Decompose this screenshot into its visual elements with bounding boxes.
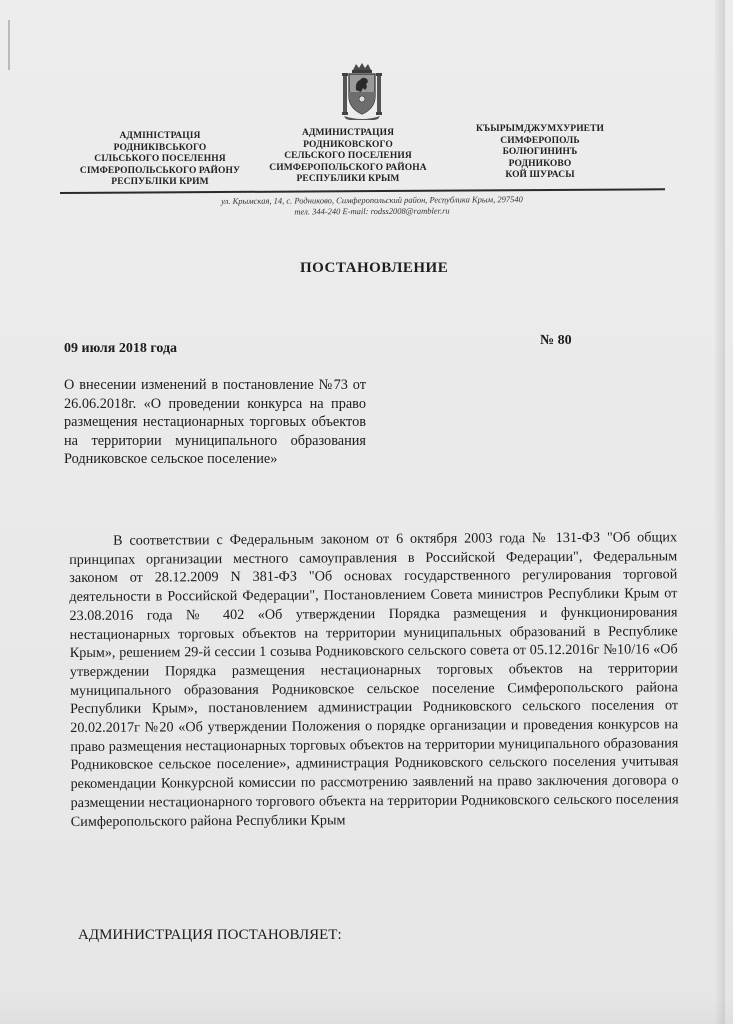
scan-shadow bbox=[0, 994, 733, 1024]
header-line: РОДНИКОВО bbox=[508, 158, 572, 169]
header-line: БОЛЮГИНИНЪ bbox=[502, 147, 578, 157]
contact-line: тел. 344-240 E-mail: rodss2008@rambler.ru bbox=[294, 205, 450, 217]
header-line: СІМФЕРОПОЛЬСЬКОГО РАЙОНУ bbox=[79, 165, 241, 176]
header-line: СІЛЬСЬКОГО ПОСЕЛЕННЯ bbox=[94, 154, 226, 164]
address-block bbox=[182, 194, 562, 218]
header-line: РОДНИКІВСЬКОГО bbox=[113, 142, 207, 153]
header-crimean-tatar-block bbox=[460, 124, 620, 182]
header-line: АДМІНІСТРАЦІЯ bbox=[119, 131, 201, 141]
document-body: В соответствии с Федеральным законом от 6 октября 2003 года № 131-ФЗ "Об общих принципах организации местного самоуправления в Российской Федерации", Федеральным законом от 28.12.2009 N 381-ФЗ "Об основах государственного регулирования торговой деятельности в Российской Федерации", Постановлением Совета министров Республики Крым от 23.08.2016 года № 402 «Об утверждении Порядка размещения и функционирования нестационарных торговых объектов на территории муниципальных образований в Республике Крым», решением 29-й сессии 1 созыва Родниковского сельского совета от 05.12.2016г №10/16 «Об утверждении Порядка размещения нестационарных торговых объектов на территории муниципального образования Родниковское сельское поселение Симферопольского района Республики Крым», постановлением администрации Родниковского сельского поселения от 20.02.2017г №20 «Об утверждении Положения о порядке организации и проведения конкурсов на право размещения нестационарных торговых объектов на территории муниципального образования Родниковское сельское поселение», администрация Родниковского сельского поселения учитывая рекомендации Конкурсной комиссии по рассмотрению заявлений на право заключения договора о размещении нестационарного торгового объекта на территории Родниковского сельского поселения Симферопольского района Республики Крым bbox=[69, 529, 679, 830]
crimea-coat-of-arms-icon bbox=[340, 62, 384, 120]
header-ukrainian-block bbox=[60, 131, 260, 189]
address-line: ул. Крымская, 14, с. Родниково, Симферопольский район, Республика Крым, 297540 bbox=[221, 194, 523, 206]
header-line: АДМИНИСТРАЦИЯ bbox=[301, 128, 395, 138]
header-line: СЕЛЬСКОГО ПОСЕЛЕНИЯ bbox=[284, 151, 412, 161]
document-date: 09 июля 2018 года bbox=[64, 341, 178, 356]
document-title: ПОСТАНОВЛЕНИЕ bbox=[300, 260, 449, 276]
header-line: РЕСПУБЛИКИ КРЫМ bbox=[296, 174, 400, 184]
document-subject: О внесении изменений в постановление №73 от 26.06.2018г. «О проведении конкурса на право размещения нестационарных торговых объектов на территории муниципального образования Родниковское сельское поселение» bbox=[64, 377, 366, 468]
header-line: СИМФЕРОПОЛЬ bbox=[500, 135, 580, 146]
header-line: КОЙ ШУРАСЫ bbox=[505, 170, 575, 180]
header-line: РОДНИКОВСКОГО bbox=[303, 139, 393, 150]
header-line: КЪЫРЫМДЖУМХУРИЕТИ bbox=[475, 124, 605, 134]
header-line: СИМФЕРОПОЛЬСКОГО РАЙОНА bbox=[269, 162, 427, 173]
resolution-heading: АДМИНИСТРАЦИЯ ПОСТАНОВЛЯЕТ: bbox=[78, 927, 342, 943]
header-line: РЕСПУБЛІКИ КРИМ bbox=[111, 177, 209, 187]
scan-edge-mark bbox=[8, 20, 10, 70]
header-russian-block bbox=[258, 128, 438, 186]
header-divider bbox=[60, 188, 665, 194]
document-number: № 80 bbox=[540, 333, 572, 348]
scan-edge-shadow bbox=[715, 0, 725, 1024]
